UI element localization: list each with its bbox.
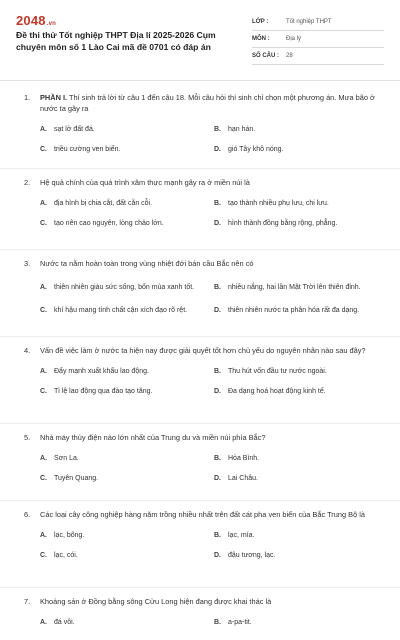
option-b[interactable] [214,194,388,214]
question-text-body: Thí sinh trả lời từ câu 1 đến câu 18. Mỗi câu hỏi thí sinh chỉ chọn một phương án. Mưa bão ở nước ta gây ra [40,93,375,113]
question-number: 4. [24,346,31,355]
question-number: 5. [24,433,31,442]
option-text: hình thành đồng bằng rộng, phẳng. [228,220,338,227]
question-4 [0,337,400,424]
option-letter: A. [40,619,47,626]
part-label: PHẦN I. [40,93,68,102]
option-text: Tuyên Quang. [54,475,99,482]
question-text: Nước ta nằm hoàn toàn trong vùng nhiệt đới bán cầu Bắc nên có [40,259,254,268]
option-d[interactable] [214,469,388,489]
option-c[interactable] [40,469,214,489]
option-d[interactable] [214,214,388,234]
option-letter: D. [214,307,221,314]
question-2 [0,169,400,250]
question-5 [0,424,400,501]
meta-row-count [252,48,384,65]
option-letter: A. [40,284,47,291]
option-letter: B. [214,284,221,291]
option-b[interactable] [214,362,388,382]
option-letter: D. [214,220,221,227]
option-text: triều cường ven biển. [54,146,121,153]
option-c[interactable] [40,382,214,402]
option-d[interactable] [214,301,388,321]
question-number: 1. [24,93,31,102]
option-text: Thu hút vốn đầu tư nước ngoài. [228,368,327,375]
option-text: Lai Châu. [228,475,258,482]
option-text: Hòa Bình. [228,455,260,462]
question-text: Nhà máy thủy điện nào lớn nhất của Trung du và miền núi phía Bắc? [40,433,266,442]
option-text: lạc, mía. [228,532,255,539]
option-c[interactable] [40,214,214,234]
option-b[interactable] [214,613,388,633]
option-text: địa hình bị chia cắt, đất cằn cỗi. [54,200,153,207]
option-b[interactable] [214,120,388,140]
option-c[interactable] [40,301,214,321]
option-letter: C. [40,475,47,482]
option-letter: C. [40,552,47,559]
option-a[interactable] [40,526,214,546]
option-text: sạt lở đất đá. [54,126,95,133]
logo-suffix: .vn [46,21,57,27]
option-text: lạc, cói. [54,552,78,559]
meta-value-count: 28 [286,48,384,65]
options-grid [40,120,384,160]
option-text: đậu tương, lạc. [228,552,276,559]
option-letter: B. [214,368,221,375]
option-c[interactable] [40,546,214,566]
option-text: khí hậu mang tính chất cận xích đạo rõ rệt. [54,307,188,314]
question-text: Khoáng sản ở Đồng bằng sông Cửu Long hiện đang được khai thác là [40,597,272,606]
option-letter: A. [40,368,47,375]
option-a[interactable] [40,275,214,301]
option-letter: B. [214,455,221,462]
option-a[interactable] [40,449,214,469]
option-text: thiên nhiên giàu sức sống, bốn mùa xanh tốt. [54,284,195,291]
question-6 [0,501,400,588]
question-text: Vấn đề việc làm ở nước ta hiện nay được giải quyết tốt hơn chủ yếu do nguyên nhân nào sau đây? [40,346,366,355]
option-text: Sơn La. [54,455,79,462]
option-c[interactable] [40,140,214,160]
option-a[interactable] [40,120,214,140]
option-text: Đẩy mạnh xuất khẩu lao động. [54,368,149,375]
option-letter: B. [214,126,221,133]
option-text: tạo nên cao nguyên, lòng chảo lớn. [54,220,164,227]
meta-row-subject [252,31,384,48]
option-b[interactable] [214,526,388,546]
option-letter: C. [40,388,47,395]
question-list [0,88,400,640]
question-text: Hệ quả chính của quá trình xâm thực mạnh gây ra ở miền núi là [40,178,250,187]
meta-row-class [252,14,384,31]
option-text: a-pa-tit. [228,619,252,626]
option-letter: B. [214,200,221,207]
option-a[interactable] [40,362,214,382]
option-letter: A. [40,455,47,462]
option-d[interactable] [214,546,388,566]
meta-key-count: SỐ CÂU : [252,48,286,65]
option-text: Đa dạng hoá hoạt động kinh tế. [228,388,326,395]
option-letter: B. [214,532,221,539]
options-grid [40,526,384,566]
exam-meta-table [252,14,384,65]
question-text [40,92,384,114]
option-letter: D. [214,388,221,395]
logo-main: 2048 [16,13,46,28]
options-grid [40,194,384,234]
options-grid [40,275,384,321]
option-text: đá vôi. [54,619,75,626]
question-1 [0,88,400,169]
option-text: nhiều nắng, hai lần Mặt Trời lên thiên đỉnh. [228,284,361,291]
page-header [0,0,400,81]
exam-title: Đề thi thử Tốt nghiệp THPT Địa lí 2025-2026 Cụm chuyên môn số 1 Lào Cai mã đề 0701 có đáp án [16,30,216,52]
option-letter: D. [214,475,221,482]
question-number: 6. [24,510,31,519]
question-number: 3. [24,259,31,268]
options-grid [40,613,384,633]
option-text: lạc, bông. [54,532,85,539]
option-text: tạo thành nhiều phụ lưu, chi lưu. [228,200,329,207]
option-b[interactable] [214,275,388,301]
option-text: gió Tây khô nóng. [228,146,284,153]
option-text: hạn hán. [228,126,256,133]
option-letter: C. [40,307,47,314]
meta-key-subject: MÔN : [252,31,286,48]
option-d[interactable] [214,382,388,402]
question-number: 7. [24,597,31,606]
question-number: 2. [24,178,31,187]
options-grid [40,449,384,489]
option-text: Tỉ lệ lao động qua đào tạo tăng. [54,388,153,395]
question-text: Các loại cây công nghiệp hàng năm trồng nhiều nhất trên đất cát pha ven biển của Bắc Trung Bộ là [40,510,365,519]
option-b[interactable] [214,449,388,469]
meta-value-subject: Địa lý [286,31,384,48]
option-letter: A. [40,126,47,133]
option-letter: C. [40,146,47,153]
options-grid [40,362,384,402]
option-a[interactable] [40,194,214,214]
option-letter: D. [214,552,221,559]
site-logo[interactable] [16,13,56,28]
option-a[interactable] [40,613,214,633]
question-7 [0,588,400,640]
meta-value-class: Tốt nghiệp THPT [286,14,384,31]
option-letter: D. [214,146,221,153]
meta-key-class: LỚP : [252,14,286,31]
option-text: thiên nhiên nước ta phân hóa rất đa dạng. [228,307,360,314]
option-letter: C. [40,220,47,227]
question-3 [0,250,400,337]
option-letter: A. [40,200,47,207]
option-letter: B. [214,619,221,626]
option-letter: A. [40,532,47,539]
option-d[interactable] [214,140,388,160]
